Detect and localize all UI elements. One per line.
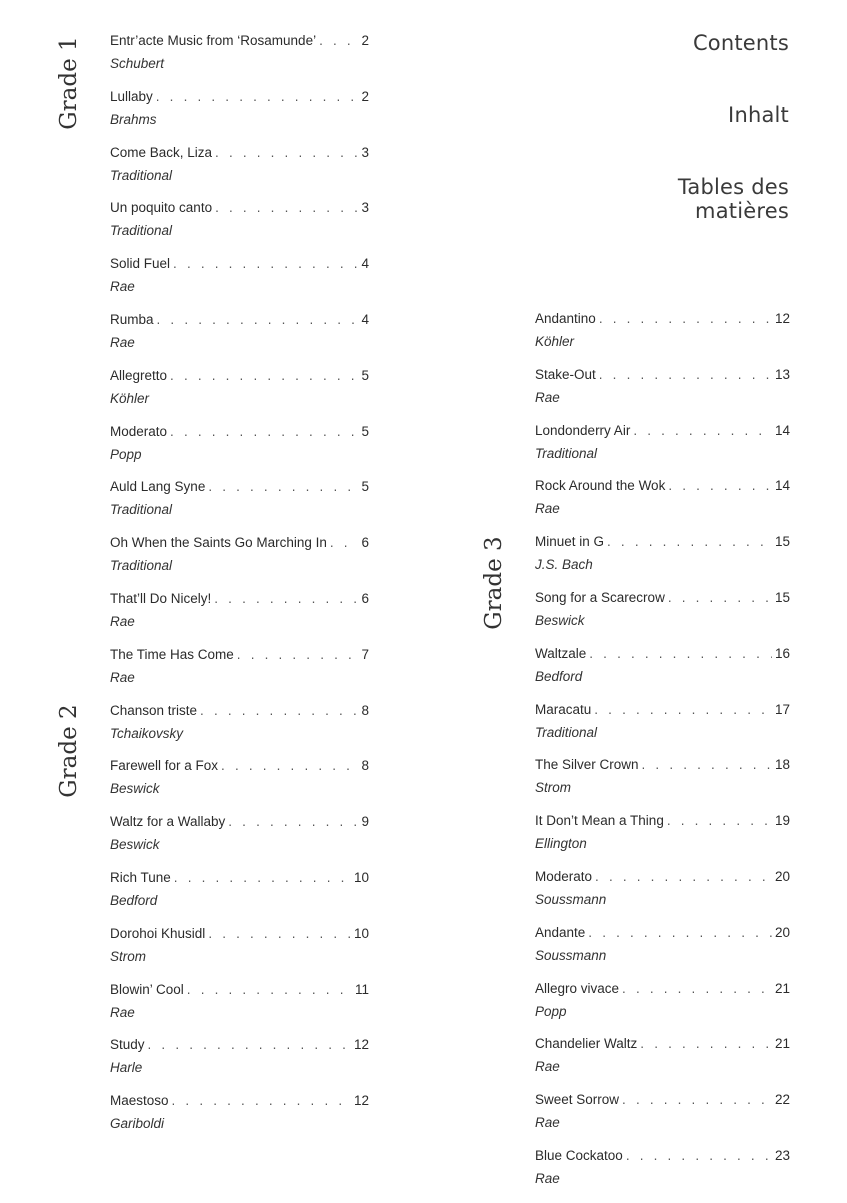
piece-title: Maestoso xyxy=(110,1093,169,1109)
grade-3-label: Grade 3 xyxy=(481,536,507,630)
page-number: 3 xyxy=(361,200,369,216)
page-number: 5 xyxy=(361,423,369,439)
page-number: 4 xyxy=(361,311,369,327)
piece-title: Study xyxy=(110,1037,145,1053)
contents-entry xyxy=(110,1092,369,1148)
composer-name: Beswick xyxy=(110,781,160,797)
composer-name: Rae xyxy=(535,1059,560,1075)
entry-line xyxy=(110,981,369,999)
dot-leader xyxy=(187,981,352,999)
entry-line xyxy=(110,534,369,552)
dot-leader xyxy=(599,366,772,384)
dot-leader xyxy=(170,367,358,385)
entry-line xyxy=(110,646,369,664)
contents-entry xyxy=(535,422,790,478)
composer-name: Traditional xyxy=(110,558,173,574)
dot-leader xyxy=(607,533,772,551)
piece-title: That’ll Do Nicely! xyxy=(110,590,212,606)
page-number: 21 xyxy=(774,980,790,996)
entry-line xyxy=(110,88,369,106)
piece-title: Lullaby xyxy=(110,88,153,104)
composer-name: Strom xyxy=(535,780,572,796)
contents-list-right xyxy=(535,310,790,1203)
entry-line xyxy=(110,255,369,273)
piece-title: Song for a Scarecrow xyxy=(535,589,665,605)
dot-leader xyxy=(330,534,359,552)
piece-title: Waltz for a Wallaby xyxy=(110,814,226,830)
entry-line xyxy=(535,924,790,942)
contents-entry xyxy=(110,367,369,423)
page-number: 18 xyxy=(774,757,790,773)
dot-leader xyxy=(594,701,772,719)
piece-title: Sweet Sorrow xyxy=(535,1092,620,1108)
piece-title: Farewell for a Fox xyxy=(110,758,219,774)
piece-title: Moderato xyxy=(110,423,168,439)
page-number: 20 xyxy=(774,924,790,940)
entry-line xyxy=(535,701,790,719)
composer-name: Rae xyxy=(535,1170,560,1186)
piece-title: Moderato xyxy=(535,868,593,884)
page-number: 5 xyxy=(361,367,369,383)
contents-entry xyxy=(110,869,369,925)
dot-leader xyxy=(588,924,772,942)
piece-title: Blue Cockatoo xyxy=(535,1147,623,1163)
entry-line xyxy=(110,702,369,720)
heading-contents: Contents xyxy=(692,31,789,55)
entry-line xyxy=(110,199,369,217)
composer-name: Rae xyxy=(110,669,135,685)
entry-line xyxy=(535,422,790,440)
composer-name: Brahms xyxy=(110,111,157,127)
dot-leader xyxy=(173,255,358,273)
contents-entry xyxy=(110,88,369,144)
piece-title: It Don’t Mean a Thing xyxy=(535,813,664,829)
dot-leader xyxy=(599,310,772,328)
contents-entry xyxy=(110,478,369,534)
composer-name: Rae xyxy=(110,334,135,350)
page-number: 12 xyxy=(353,1093,369,1109)
composer-name: Traditional xyxy=(110,167,173,183)
entry-line xyxy=(535,589,790,607)
entry-line xyxy=(110,590,369,608)
piece-title: Rumba xyxy=(110,311,154,327)
piece-title: Rich Tune xyxy=(110,869,171,885)
entry-line xyxy=(535,477,790,495)
contents-entry xyxy=(110,199,369,255)
page-number: 19 xyxy=(774,813,790,829)
piece-title: Blowin’ Cool xyxy=(110,981,184,997)
page-number: 6 xyxy=(361,590,369,606)
page-number: 12 xyxy=(353,1037,369,1053)
piece-title: Waltzale xyxy=(535,645,587,661)
piece-title: Oh When the Saints Go Marching In xyxy=(110,535,327,551)
composer-name: Harle xyxy=(110,1060,143,1076)
dot-leader xyxy=(174,869,351,887)
composer-name: Soussmann xyxy=(535,891,607,907)
page-number: 5 xyxy=(361,479,369,495)
contents-entry xyxy=(535,1035,790,1091)
entry-line xyxy=(110,367,369,385)
contents-list-left xyxy=(110,32,369,1148)
piece-title: Entr’acte Music from ‘Rosamunde’ xyxy=(110,33,317,48)
page-number: 2 xyxy=(361,88,369,104)
contents-entry xyxy=(535,1091,790,1147)
grade-2-label: Grade 2 xyxy=(56,704,82,798)
entry-line xyxy=(535,366,790,384)
contents-entry xyxy=(535,924,790,980)
contents-entry xyxy=(535,1147,790,1203)
piece-title: Minuet in G xyxy=(535,534,605,550)
entry-line xyxy=(110,144,369,162)
dot-leader xyxy=(215,199,358,217)
contents-entry xyxy=(110,646,369,702)
composer-name: Popp xyxy=(535,1003,567,1019)
grade-1-label: Grade 1 xyxy=(56,36,82,130)
dot-leader xyxy=(157,311,359,329)
composer-name: Ellington xyxy=(535,836,587,852)
piece-title: Chanson triste xyxy=(110,702,198,718)
page-number: 11 xyxy=(354,981,369,997)
page-number: 14 xyxy=(774,422,790,438)
page-number: 21 xyxy=(774,1036,790,1052)
contents-entry xyxy=(110,311,369,367)
composer-name: Traditional xyxy=(110,502,173,518)
page-number: 8 xyxy=(361,702,369,718)
piece-title: Andantino xyxy=(535,311,596,326)
piece-title: Stake-Out xyxy=(535,366,596,382)
piece-title: Allegro vivace xyxy=(535,980,620,996)
dot-leader xyxy=(228,813,358,831)
piece-title: Andante xyxy=(535,924,586,940)
dot-leader xyxy=(148,1036,351,1054)
contents-entry xyxy=(535,645,790,701)
dot-leader xyxy=(633,422,772,440)
composer-name: Traditional xyxy=(535,445,598,461)
dot-leader xyxy=(214,590,358,608)
page-number: 8 xyxy=(361,758,369,774)
contents-entry xyxy=(535,589,790,645)
entry-line xyxy=(535,310,790,328)
page-number: 23 xyxy=(774,1147,790,1163)
dot-leader xyxy=(208,925,351,943)
dot-leader xyxy=(640,1035,772,1053)
entry-line xyxy=(110,478,369,496)
contents-entry xyxy=(110,1036,369,1092)
composer-name: Soussmann xyxy=(535,947,607,963)
entry-line xyxy=(535,756,790,774)
contents-entry xyxy=(110,423,369,479)
composer-name: Tchaikovsky xyxy=(110,725,184,741)
entry-line xyxy=(110,813,369,831)
piece-title: Dorohoi Khusidl xyxy=(110,925,206,941)
piece-title: Maracatu xyxy=(535,701,592,717)
dot-leader xyxy=(595,868,772,886)
page-number: 13 xyxy=(774,366,790,382)
entry-line xyxy=(535,868,790,886)
page-number: 22 xyxy=(774,1092,790,1108)
page-number: 14 xyxy=(774,478,790,494)
entry-line xyxy=(110,1092,369,1110)
dot-leader xyxy=(200,702,358,720)
page-number: 15 xyxy=(774,589,790,605)
composer-name: Gariboldi xyxy=(110,1116,165,1132)
dot-leader xyxy=(642,756,772,774)
dot-leader xyxy=(208,478,358,496)
composer-name: Popp xyxy=(110,446,142,462)
piece-title: Londonderry Air xyxy=(535,422,631,438)
contents-entry xyxy=(535,980,790,1036)
piece-title: Allegretto xyxy=(110,367,168,383)
page-number: 3 xyxy=(361,144,369,160)
piece-title: Un poquito canto xyxy=(110,200,213,216)
entry-line xyxy=(535,533,790,551)
contents-entry xyxy=(110,255,369,311)
contents-entry xyxy=(110,32,369,88)
contents-entry xyxy=(110,702,369,758)
contents-entry xyxy=(535,756,790,812)
page-number: 2 xyxy=(361,33,369,48)
entry-line xyxy=(110,423,369,441)
entry-line xyxy=(535,1035,790,1053)
contents-entry xyxy=(110,144,369,200)
composer-name: Rae xyxy=(535,389,560,405)
contents-entry xyxy=(535,366,790,422)
dot-leader xyxy=(626,1147,772,1165)
contents-entry xyxy=(535,310,790,366)
contents-entry xyxy=(535,701,790,757)
page-number: 17 xyxy=(774,701,790,717)
composer-name: Rae xyxy=(110,1004,135,1020)
dot-leader xyxy=(667,812,772,830)
page-number: 4 xyxy=(361,256,369,272)
dot-leader xyxy=(221,757,358,775)
composer-name: Köhler xyxy=(535,334,575,349)
contents-entry xyxy=(110,590,369,646)
dot-leader xyxy=(668,477,772,495)
composer-name: Rae xyxy=(110,279,135,295)
entry-line xyxy=(110,925,369,943)
page-number: 10 xyxy=(353,925,369,941)
contents-entry xyxy=(535,533,790,589)
contents-entry xyxy=(535,477,790,533)
entry-line xyxy=(535,1091,790,1109)
entry-line xyxy=(110,1036,369,1054)
dot-leader xyxy=(237,646,359,664)
composer-name: Traditional xyxy=(535,724,598,740)
entry-line xyxy=(535,980,790,998)
heading-inhalt: Inhalt xyxy=(728,103,789,127)
composer-name: J.S. Bach xyxy=(535,557,593,573)
page-number: 16 xyxy=(774,645,790,661)
contents-entry xyxy=(110,813,369,869)
contents-entry xyxy=(110,757,369,813)
piece-title: Rock Around the Wok xyxy=(535,478,666,494)
piece-title: The Time Has Come xyxy=(110,646,234,662)
contents-entry xyxy=(535,868,790,924)
dot-leader xyxy=(668,589,772,607)
page-number: 20 xyxy=(774,868,790,884)
piece-title: Auld Lang Syne xyxy=(110,479,206,495)
contents-entry xyxy=(535,812,790,868)
entry-line xyxy=(535,1147,790,1165)
page-number: 10 xyxy=(353,869,369,885)
entry-line xyxy=(110,757,369,775)
page-number: 15 xyxy=(774,534,790,550)
entry-line xyxy=(110,869,369,887)
piece-title: Solid Fuel xyxy=(110,256,171,272)
dot-leader xyxy=(172,1092,351,1110)
piece-title: The Silver Crown xyxy=(535,757,639,773)
entry-line xyxy=(110,32,369,50)
dot-leader xyxy=(156,88,359,106)
composer-name: Rae xyxy=(535,1115,560,1131)
page-number: 9 xyxy=(361,814,369,830)
dot-leader xyxy=(622,980,772,998)
entry-line xyxy=(535,812,790,830)
composer-name: Beswick xyxy=(110,837,160,853)
heading-tables-des-matieres: Tables des matières xyxy=(677,175,789,223)
composer-name: Rae xyxy=(110,613,135,629)
page-number: 12 xyxy=(774,311,790,326)
composer-name: Rae xyxy=(535,501,560,517)
page-number: 7 xyxy=(361,646,369,662)
composer-name: Bedford xyxy=(110,892,158,908)
composer-name: Köhler xyxy=(110,390,150,406)
piece-title: Come Back, Liza xyxy=(110,144,213,160)
composer-name: Traditional xyxy=(110,223,173,239)
page-number: 6 xyxy=(361,535,369,551)
dot-leader xyxy=(622,1091,772,1109)
dot-leader xyxy=(170,423,358,441)
composer-name: Bedford xyxy=(535,668,583,684)
composer-name: Beswick xyxy=(535,612,585,628)
contents-entry xyxy=(110,534,369,590)
entry-line xyxy=(535,645,790,663)
composer-name: Schubert xyxy=(110,56,165,71)
contents-entry xyxy=(110,981,369,1037)
composer-name: Strom xyxy=(110,948,147,964)
dot-leader xyxy=(589,645,772,663)
entry-line xyxy=(110,311,369,329)
contents-entry xyxy=(110,925,369,981)
dot-leader xyxy=(215,144,358,162)
piece-title: Chandelier Waltz xyxy=(535,1036,638,1052)
dot-leader xyxy=(319,32,358,50)
